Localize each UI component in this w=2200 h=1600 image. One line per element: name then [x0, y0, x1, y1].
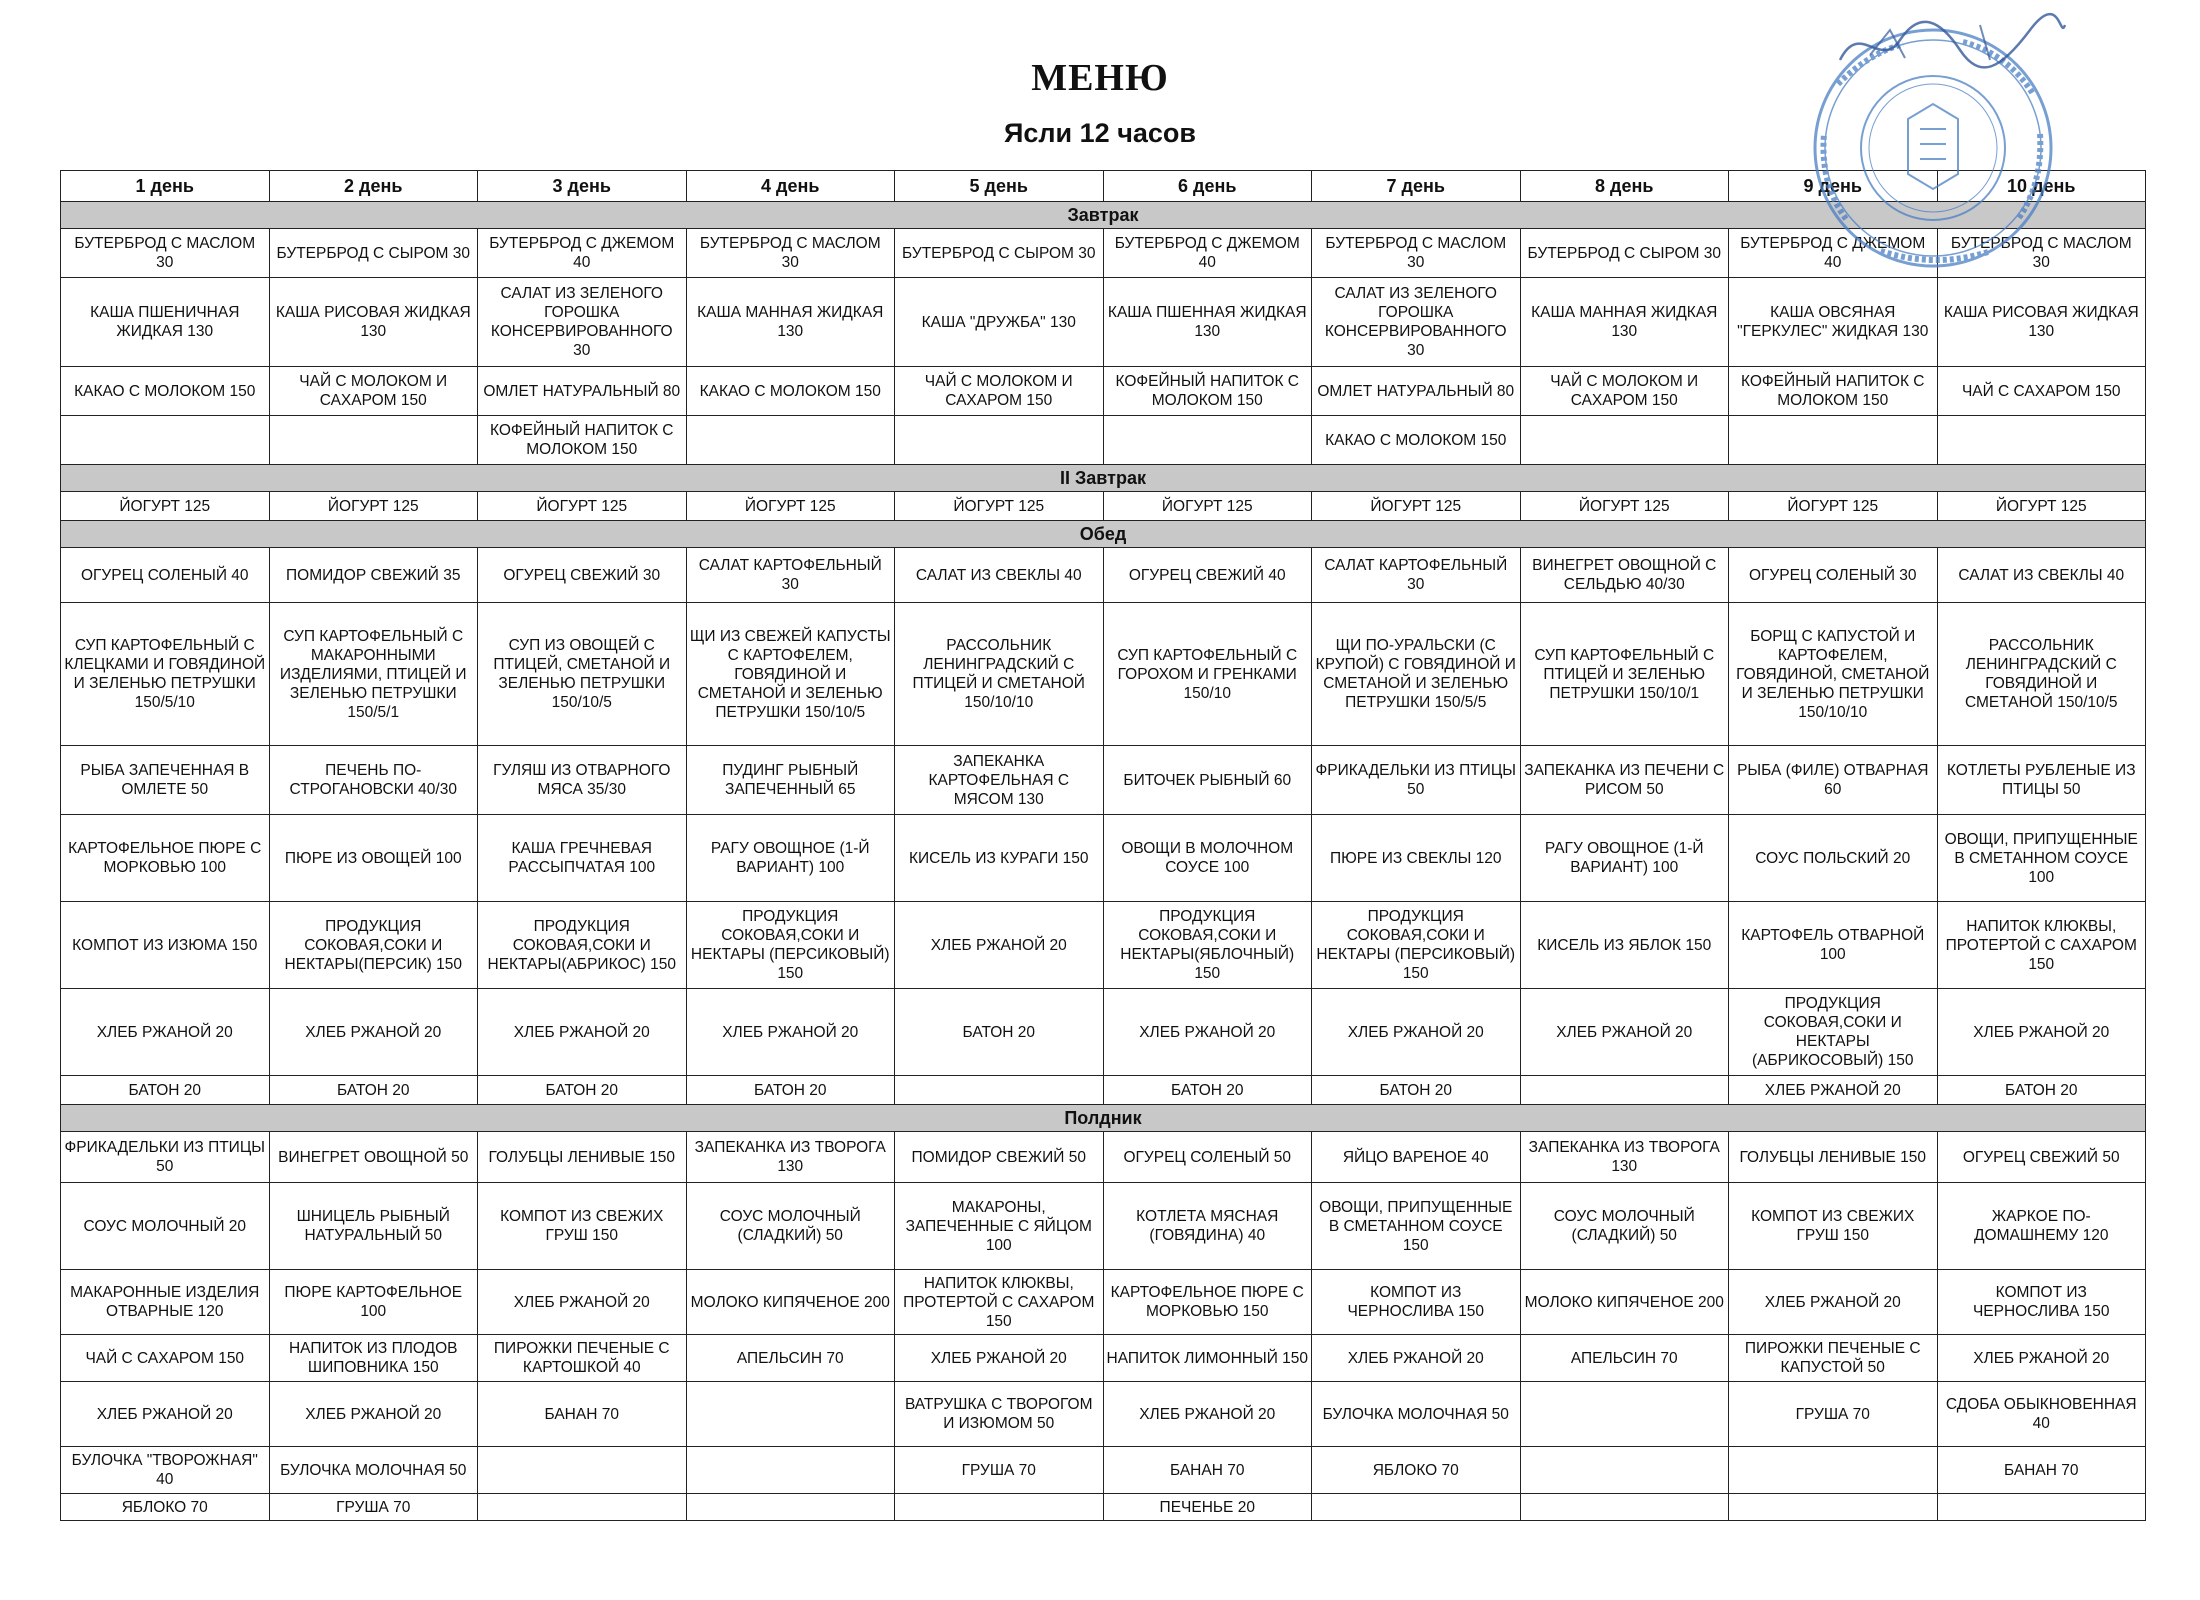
menu-item-cell: ЯБЛОКО 70	[1312, 1447, 1521, 1494]
menu-item-cell	[1729, 416, 1938, 465]
menu-item-cell	[1312, 1494, 1521, 1521]
menu-item-cell: КАША МАННАЯ ЖИДКАЯ 130	[686, 278, 895, 367]
table-row	[61, 1076, 2146, 1105]
menu-item-cell: МОЛОКО КИПЯЧЕНОЕ 200	[686, 1270, 895, 1335]
menu-item-cell: ЯБЛОКО 70	[61, 1494, 270, 1521]
menu-item-cell: ПИРОЖКИ ПЕЧЕНЫЕ С КАПУСТОЙ 50	[1729, 1335, 1938, 1382]
menu-item-cell: СУП ИЗ ОВОЩЕЙ С ПТИЦЕЙ, СМЕТАНОЙ И ЗЕЛЕНЬЮ ПЕТРУШКИ 150/10/5	[478, 603, 687, 746]
menu-item-cell: КОМПОТ ИЗ СВЕЖИХ ГРУШ 150	[1729, 1183, 1938, 1270]
menu-item-cell: ОМЛЕТ НАТУРАЛЬНЫЙ 80	[478, 367, 687, 416]
menu-item-cell: ПИРОЖКИ ПЕЧЕНЫЕ С КАРТОШКОЙ 40	[478, 1335, 687, 1382]
menu-item-cell: ЧАЙ С МОЛОКОМ И САХАРОМ 150	[269, 367, 478, 416]
menu-item-cell: ХЛЕБ РЖАНОЙ 20	[1103, 1382, 1312, 1447]
table-row	[61, 1447, 2146, 1494]
menu-item-cell	[686, 1447, 895, 1494]
menu-item-cell: ХЛЕБ РЖАНОЙ 20	[1729, 1270, 1938, 1335]
menu-item-cell: КАША ПШЕНИЧНАЯ ЖИДКАЯ 130	[61, 278, 270, 367]
menu-item-cell: БАТОН 20	[61, 1076, 270, 1105]
menu-item-cell: ХЛЕБ РЖАНОЙ 20	[1937, 1335, 2146, 1382]
menu-item-cell: БАТОН 20	[1312, 1076, 1521, 1105]
day-header-10: 10 день	[1937, 171, 2146, 202]
menu-item-cell: БАНАН 70	[1937, 1447, 2146, 1494]
menu-item-cell: КАКАО С МОЛОКОМ 150	[686, 367, 895, 416]
menu-item-cell: КОФЕЙНЫЙ НАПИТОК С МОЛОКОМ 150	[1729, 367, 1938, 416]
menu-item-cell: СОУС МОЛОЧНЫЙ (СЛАДКИЙ) 50	[686, 1183, 895, 1270]
menu-item-cell: ЙОГУРТ 125	[1729, 492, 1938, 521]
menu-item-cell: САЛАТ ИЗ ЗЕЛЕНОГО ГОРОШКА КОНСЕРВИРОВАННОГО 30	[478, 278, 687, 367]
menu-item-cell: СУП КАРТОФЕЛЬНЫЙ С ПТИЦЕЙ И ЗЕЛЕНЬЮ ПЕТРУШКИ 150/10/1	[1520, 603, 1729, 746]
table-row	[61, 746, 2146, 815]
menu-item-cell: БУТЕРБРОД С ДЖЕМОМ 40	[1729, 229, 1938, 278]
handwritten-signature-icon	[1830, 10, 2070, 80]
menu-item-cell: ХЛЕБ РЖАНОЙ 20	[1103, 989, 1312, 1076]
menu-item-cell	[1520, 1447, 1729, 1494]
menu-item-cell: ЩИ ИЗ СВЕЖЕЙ КАПУСТЫ С КАРТОФЕЛЕМ, ГОВЯДИНОЙ И СМЕТАНОЙ И ЗЕЛЕНЬЮ ПЕТРУШКИ 150/10/5	[686, 603, 895, 746]
menu-item-cell: ХЛЕБ РЖАНОЙ 20	[269, 1382, 478, 1447]
menu-item-cell: БАТОН 20	[269, 1076, 478, 1105]
menu-item-cell: СОУС МОЛОЧНЫЙ 20	[61, 1183, 270, 1270]
menu-item-cell: ПРОДУКЦИЯ СОКОВАЯ,СОКИ И НЕКТАРЫ (ПЕРСИКОВЫЙ) 150	[686, 902, 895, 989]
menu-item-cell: КОМПОТ ИЗ ИЗЮМА 150	[61, 902, 270, 989]
day-header-1: 1 день	[61, 171, 270, 202]
menu-item-cell: ПЕЧЕНЬ ПО-СТРОГАНОВСКИ 40/30	[269, 746, 478, 815]
menu-item-cell: ЧАЙ С МОЛОКОМ И САХАРОМ 150	[1520, 367, 1729, 416]
day-header-6: 6 день	[1103, 171, 1312, 202]
section-title: Полдник	[61, 1105, 2146, 1132]
menu-item-cell: ОВОЩИ, ПРИПУЩЕННЫЕ В СМЕТАННОМ СОУСЕ 150	[1312, 1183, 1521, 1270]
day-header-5: 5 день	[895, 171, 1104, 202]
menu-item-cell: СУП КАРТОФЕЛЬНЫЙ С МАКАРОННЫМИ ИЗДЕЛИЯМИ, ПТИЦЕЙ И ЗЕЛЕНЬЮ ПЕТРУШКИ 150/5/1	[269, 603, 478, 746]
menu-item-cell: БУЛОЧКА МОЛОЧНАЯ 50	[1312, 1382, 1521, 1447]
menu-item-cell: ХЛЕБ РЖАНОЙ 20	[269, 989, 478, 1076]
menu-item-cell: КОТЛЕТЫ РУБЛЕНЫЕ ИЗ ПТИЦЫ 50	[1937, 746, 2146, 815]
menu-item-cell: ХЛЕБ РЖАНОЙ 20	[895, 1335, 1104, 1382]
menu-item-cell: ОГУРЕЦ СВЕЖИЙ 30	[478, 548, 687, 603]
day-header-7: 7 день	[1312, 171, 1521, 202]
menu-item-cell: ХЛЕБ РЖАНОЙ 20	[1520, 989, 1729, 1076]
menu-item-cell: ОМЛЕТ НАТУРАЛЬНЫЙ 80	[1312, 367, 1521, 416]
menu-item-cell: СУП КАРТОФЕЛЬНЫЙ С ГОРОХОМ И ГРЕНКАМИ 150/10	[1103, 603, 1312, 746]
menu-item-cell: АПЕЛЬСИН 70	[1520, 1335, 1729, 1382]
menu-item-cell: АПЕЛЬСИН 70	[686, 1335, 895, 1382]
menu-item-cell: БАНАН 70	[478, 1382, 687, 1447]
menu-item-cell: БОРЩ С КАПУСТОЙ И КАРТОФЕЛЕМ, ГОВЯДИНОЙ, СМЕТАНОЙ И ЗЕЛЕНЬЮ ПЕТРУШКИ 150/10/10	[1729, 603, 1938, 746]
menu-item-cell	[269, 416, 478, 465]
menu-item-cell: ЙОГУРТ 125	[269, 492, 478, 521]
menu-item-cell	[1729, 1447, 1938, 1494]
table-row	[61, 1382, 2146, 1447]
menu-item-cell	[686, 1494, 895, 1521]
menu-item-cell: КОМПОТ ИЗ ЧЕРНОСЛИВА 150	[1312, 1270, 1521, 1335]
day-header-9: 9 день	[1729, 171, 1938, 202]
menu-item-cell: ОВОЩИ, ПРИПУЩЕННЫЕ В СМЕТАННОМ СОУСЕ 100	[1937, 815, 2146, 902]
menu-item-cell: ФРИКАДЕЛЬКИ ИЗ ПТИЦЫ 50	[61, 1132, 270, 1183]
menu-item-cell: ВИНЕГРЕТ ОВОЩНОЙ 50	[269, 1132, 478, 1183]
menu-item-cell: БИТОЧЕК РЫБНЫЙ 60	[1103, 746, 1312, 815]
menu-item-cell: ВИНЕГРЕТ ОВОЩНОЙ С СЕЛЬДЬЮ 40/30	[1520, 548, 1729, 603]
menu-item-cell: БАТОН 20	[1103, 1076, 1312, 1105]
table-row	[61, 989, 2146, 1076]
menu-item-cell: ЗАПЕКАНКА ИЗ ПЕЧЕНИ С РИСОМ 50	[1520, 746, 1729, 815]
table-row	[61, 902, 2146, 989]
menu-item-cell: РАССОЛЬНИК ЛЕНИНГРАДСКИЙ С ПТИЦЕЙ И СМЕТАНОЙ 150/10/10	[895, 603, 1104, 746]
menu-item-cell: ПОМИДОР СВЕЖИЙ 35	[269, 548, 478, 603]
menu-table-body	[61, 171, 2146, 1521]
menu-item-cell: БАТОН 20	[895, 989, 1104, 1076]
menu-item-cell: КАША ГРЕЧНЕВАЯ РАССЫПЧАТАЯ 100	[478, 815, 687, 902]
menu-item-cell	[1520, 1076, 1729, 1105]
page-subtitle: Ясли 12 часов	[1003, 118, 1196, 148]
menu-item-cell: БУТЕРБРОД С СЫРОМ 30	[895, 229, 1104, 278]
menu-item-cell: ПРОДУКЦИЯ СОКОВАЯ,СОКИ И НЕКТАРЫ (ПЕРСИКОВЫЙ) 150	[1312, 902, 1521, 989]
menu-item-cell: НАПИТОК КЛЮКВЫ, ПРОТЕРТОЙ С САХАРОМ 150	[1937, 902, 2146, 989]
menu-item-cell: КОФЕЙНЫЙ НАПИТОК С МОЛОКОМ 150	[478, 416, 687, 465]
menu-item-cell: БУЛОЧКА "ТВОРОЖНАЯ" 40	[61, 1447, 270, 1494]
menu-item-cell	[895, 1494, 1104, 1521]
menu-item-cell: ЙОГУРТ 125	[1312, 492, 1521, 521]
menu-item-cell: КАША "ДРУЖБА" 130	[895, 278, 1104, 367]
menu-item-cell: ЙОГУРТ 125	[895, 492, 1104, 521]
menu-item-cell: ОГУРЕЦ СОЛЕНЫЙ 30	[1729, 548, 1938, 603]
menu-item-cell: ПРОДУКЦИЯ СОКОВАЯ,СОКИ И НЕКТАРЫ(АБРИКОС) 150	[478, 902, 687, 989]
menu-item-cell: БУТЕРБРОД С МАСЛОМ 30	[1312, 229, 1521, 278]
menu-item-cell: ЙОГУРТ 125	[61, 492, 270, 521]
menu-item-cell: ФРИКАДЕЛЬКИ ИЗ ПТИЦЫ 50	[1312, 746, 1521, 815]
menu-item-cell: САЛАТ ИЗ СВЕКЛЫ 40	[895, 548, 1104, 603]
menu-item-cell	[686, 416, 895, 465]
menu-item-cell: ХЛЕБ РЖАНОЙ 20	[1937, 989, 2146, 1076]
menu-item-cell	[478, 1494, 687, 1521]
menu-item-cell: ХЛЕБ РЖАНОЙ 20	[478, 1270, 687, 1335]
table-row	[61, 815, 2146, 902]
menu-item-cell: ПЕЧЕНЬЕ 20	[1103, 1494, 1312, 1521]
menu-item-cell: ПРОДУКЦИЯ СОКОВАЯ,СОКИ И НЕКТАРЫ (АБРИКОСОВЫЙ) 150	[1729, 989, 1938, 1076]
menu-item-cell: БУТЕРБРОД С МАСЛОМ 30	[686, 229, 895, 278]
menu-item-cell: РАССОЛЬНИК ЛЕНИНГРАДСКИЙ С ГОВЯДИНОЙ И СМЕТАНОЙ 150/10/5	[1937, 603, 2146, 746]
menu-item-cell: ЧАЙ С МОЛОКОМ И САХАРОМ 150	[895, 367, 1104, 416]
menu-item-cell: ПРОДУКЦИЯ СОКОВАЯ,СОКИ И НЕКТАРЫ(ЯБЛОЧНЫЙ) 150	[1103, 902, 1312, 989]
menu-item-cell: ОГУРЕЦ СОЛЕНЫЙ 40	[61, 548, 270, 603]
menu-item-cell: СДОБА ОБЫКНОВЕННАЯ 40	[1937, 1382, 2146, 1447]
menu-item-cell: ПУДИНГ РЫБНЫЙ ЗАПЕЧЕННЫЙ 65	[686, 746, 895, 815]
menu-item-cell: ЧАЙ С САХАРОМ 150	[61, 1335, 270, 1382]
menu-item-cell: БАТОН 20	[478, 1076, 687, 1105]
menu-item-cell: ХЛЕБ РЖАНОЙ 20	[1312, 989, 1521, 1076]
table-row	[61, 548, 2146, 603]
menu-item-cell: ГУЛЯШ ИЗ ОТВАРНОГО МЯСА 35/30	[478, 746, 687, 815]
menu-item-cell: НАПИТОК ЛИМОННЫЙ 150	[1103, 1335, 1312, 1382]
menu-item-cell	[1520, 1382, 1729, 1447]
section-header-row	[61, 1105, 2146, 1132]
menu-item-cell: ВАТРУШКА С ТВОРОГОМ И ИЗЮМОМ 50	[895, 1382, 1104, 1447]
menu-item-cell: ГОЛУБЦЫ ЛЕНИВЫЕ 150	[478, 1132, 687, 1183]
menu-item-cell: КОМПОТ ИЗ ЧЕРНОСЛИВА 150	[1937, 1270, 2146, 1335]
menu-item-cell: ОГУРЕЦ СОЛЕНЫЙ 50	[1103, 1132, 1312, 1183]
menu-item-cell: КИСЕЛЬ ИЗ ЯБЛОК 150	[1520, 902, 1729, 989]
menu-item-cell: КАКАО С МОЛОКОМ 150	[61, 367, 270, 416]
menu-table	[60, 170, 2146, 1521]
menu-item-cell: ЗАПЕКАНКА ИЗ ТВОРОГА 130	[1520, 1132, 1729, 1183]
menu-item-cell: ЧАЙ С САХАРОМ 150	[1937, 367, 2146, 416]
day-header-4: 4 день	[686, 171, 895, 202]
table-row	[61, 367, 2146, 416]
menu-item-cell: КАША МАННАЯ ЖИДКАЯ 130	[1520, 278, 1729, 367]
menu-item-cell: КАША ОВСЯНАЯ "ГЕРКУЛЕС" ЖИДКАЯ 130	[1729, 278, 1938, 367]
table-row	[61, 1270, 2146, 1335]
menu-item-cell: КАРТОФЕЛЬНОЕ ПЮРЕ С МОРКОВЬЮ 150	[1103, 1270, 1312, 1335]
menu-item-cell: ЙОГУРТ 125	[1937, 492, 2146, 521]
menu-item-cell: БАТОН 20	[686, 1076, 895, 1105]
page-title: МЕНЮ	[1031, 57, 1169, 99]
menu-item-cell: ХЛЕБ РЖАНОЙ 20	[1729, 1076, 1938, 1105]
menu-item-cell: КАША ПШЕННАЯ ЖИДКАЯ 130	[1103, 278, 1312, 367]
menu-item-cell: КОТЛЕТА МЯСНАЯ (ГОВЯДИНА) 40	[1103, 1183, 1312, 1270]
menu-item-cell: СУП КАРТОФЕЛЬНЫЙ С КЛЕЦКАМИ И ГОВЯДИНОЙ И ЗЕЛЕНЬЮ ПЕТРУШКИ 150/5/10	[61, 603, 270, 746]
menu-item-cell: ГРУША 70	[895, 1447, 1104, 1494]
menu-item-cell: КАРТОФЕЛЬНОЕ ПЮРЕ С МОРКОВЬЮ 100	[61, 815, 270, 902]
table-row	[61, 1494, 2146, 1521]
menu-item-cell: СОУС МОЛОЧНЫЙ (СЛАДКИЙ) 50	[1520, 1183, 1729, 1270]
menu-item-cell: ХЛЕБ РЖАНОЙ 20	[686, 989, 895, 1076]
menu-item-cell: ЗАПЕКАНКА ИЗ ТВОРОГА 130	[686, 1132, 895, 1183]
menu-item-cell: БУТЕРБРОД С СЫРОМ 30	[1520, 229, 1729, 278]
table-row	[61, 278, 2146, 367]
menu-item-cell: МАКАРОННЫЕ ИЗДЕЛИЯ ОТВАРНЫЕ 120	[61, 1270, 270, 1335]
menu-item-cell	[895, 1076, 1104, 1105]
menu-item-cell	[1103, 416, 1312, 465]
menu-item-cell: ХЛЕБ РЖАНОЙ 20	[478, 989, 687, 1076]
section-title: Завтрак	[61, 202, 2146, 229]
menu-item-cell: НАПИТОК ИЗ ПЛОДОВ ШИПОВНИКА 150	[269, 1335, 478, 1382]
menu-item-cell	[895, 416, 1104, 465]
menu-item-cell: ХЛЕБ РЖАНОЙ 20	[61, 1382, 270, 1447]
menu-item-cell: ГРУША 70	[269, 1494, 478, 1521]
menu-item-cell: ЙОГУРТ 125	[1520, 492, 1729, 521]
menu-item-cell: ЯЙЦО ВАРЕНОЕ 40	[1312, 1132, 1521, 1183]
menu-item-cell: СОУС ПОЛЬСКИЙ 20	[1729, 815, 1938, 902]
table-row	[61, 416, 2146, 465]
menu-item-cell: БАТОН 20	[1937, 1076, 2146, 1105]
menu-item-cell: ПЮРЕ КАРТОФЕЛЬНОЕ 100	[269, 1270, 478, 1335]
menu-item-cell: МАКАРОНЫ, ЗАПЕЧЕННЫЕ С ЯЙЦОМ 100	[895, 1183, 1104, 1270]
menu-item-cell	[1520, 1494, 1729, 1521]
menu-item-cell: ЩИ ПО-УРАЛЬСКИ (С КРУПОЙ) С ГОВЯДИНОЙ И СМЕТАНОЙ И ЗЕЛЕНЬЮ ПЕТРУШКИ 150/5/5	[1312, 603, 1521, 746]
table-row	[61, 1132, 2146, 1183]
table-row	[61, 492, 2146, 521]
menu-item-cell: ХЛЕБ РЖАНОЙ 20	[1312, 1335, 1521, 1382]
menu-item-cell	[686, 1382, 895, 1447]
menu-item-cell	[61, 416, 270, 465]
day-header-8: 8 день	[1520, 171, 1729, 202]
menu-item-cell	[1729, 1494, 1938, 1521]
menu-item-cell: КАША РИСОВАЯ ЖИДКАЯ 130	[269, 278, 478, 367]
menu-item-cell: ЙОГУРТ 125	[686, 492, 895, 521]
menu-item-cell: БУТЕРБРОД С МАСЛОМ 30	[61, 229, 270, 278]
menu-item-cell: БУТЕРБРОД С МАСЛОМ 30	[1937, 229, 2146, 278]
menu-item-cell: ЗАПЕКАНКА КАРТОФЕЛЬНАЯ С МЯСОМ 130	[895, 746, 1104, 815]
menu-item-cell: КОМПОТ ИЗ СВЕЖИХ ГРУШ 150	[478, 1183, 687, 1270]
menu-item-cell: РЫБА (ФИЛЕ) ОТВАРНАЯ 60	[1729, 746, 1938, 815]
table-row	[61, 1335, 2146, 1382]
menu-item-cell: РАГУ ОВОЩНОЕ (1-Й ВАРИАНТ) 100	[1520, 815, 1729, 902]
menu-item-cell: ХЛЕБ РЖАНОЙ 20	[895, 902, 1104, 989]
menu-item-cell: ГРУША 70	[1729, 1382, 1938, 1447]
day-header-2: 2 день	[269, 171, 478, 202]
menu-item-cell: КАРТОФЕЛЬ ОТВАРНОЙ 100	[1729, 902, 1938, 989]
menu-item-cell: САЛАТ ИЗ ЗЕЛЕНОГО ГОРОШКА КОНСЕРВИРОВАННОГО 30	[1312, 278, 1521, 367]
menu-item-cell: ЙОГУРТ 125	[478, 492, 687, 521]
menu-item-cell: БУТЕРБРОД С ДЖЕМОМ 40	[478, 229, 687, 278]
menu-item-cell: ОГУРЕЦ СВЕЖИЙ 40	[1103, 548, 1312, 603]
section-header-row	[61, 465, 2146, 492]
menu-item-cell: ПЮРЕ ИЗ СВЕКЛЫ 120	[1312, 815, 1521, 902]
menu-item-cell: МОЛОКО КИПЯЧЕНОЕ 200	[1520, 1270, 1729, 1335]
table-row	[61, 603, 2146, 746]
menu-item-cell	[1937, 416, 2146, 465]
table-row	[61, 1183, 2146, 1270]
section-header-row	[61, 521, 2146, 548]
menu-item-cell: БУЛОЧКА МОЛОЧНАЯ 50	[269, 1447, 478, 1494]
menu-item-cell: КОФЕЙНЫЙ НАПИТОК С МОЛОКОМ 150	[1103, 367, 1312, 416]
menu-item-cell: САЛАТ ИЗ СВЕКЛЫ 40	[1937, 548, 2146, 603]
menu-item-cell: РЫБА ЗАПЕЧЕННАЯ В ОМЛЕТЕ 50	[61, 746, 270, 815]
menu-item-cell	[1937, 1494, 2146, 1521]
menu-item-cell: ОГУРЕЦ СВЕЖИЙ 50	[1937, 1132, 2146, 1183]
menu-item-cell: КАША РИСОВАЯ ЖИДКАЯ 130	[1937, 278, 2146, 367]
day-header-3: 3 день	[478, 171, 687, 202]
menu-item-cell	[478, 1447, 687, 1494]
menu-item-cell: ПЮРЕ ИЗ ОВОЩЕЙ 100	[269, 815, 478, 902]
menu-item-cell: ШНИЦЕЛЬ РЫБНЫЙ НАТУРАЛЬНЫЙ 50	[269, 1183, 478, 1270]
menu-item-cell: КИСЕЛЬ ИЗ КУРАГИ 150	[895, 815, 1104, 902]
menu-item-cell: БУТЕРБРОД С СЫРОМ 30	[269, 229, 478, 278]
menu-item-cell: БУТЕРБРОД С ДЖЕМОМ 40	[1103, 229, 1312, 278]
menu-item-cell: РАГУ ОВОЩНОЕ (1-Й ВАРИАНТ) 100	[686, 815, 895, 902]
menu-item-cell: ПРОДУКЦИЯ СОКОВАЯ,СОКИ И НЕКТАРЫ(ПЕРСИК) 150	[269, 902, 478, 989]
menu-item-cell: БАНАН 70	[1103, 1447, 1312, 1494]
menu-item-cell: ХЛЕБ РЖАНОЙ 20	[61, 989, 270, 1076]
section-title: Обед	[61, 521, 2146, 548]
menu-item-cell: САЛАТ КАРТОФЕЛЬНЫЙ 30	[1312, 548, 1521, 603]
menu-item-cell	[1520, 416, 1729, 465]
menu-item-cell: ОВОЩИ В МОЛОЧНОМ СОУСЕ 100	[1103, 815, 1312, 902]
menu-item-cell: САЛАТ КАРТОФЕЛЬНЫЙ 30	[686, 548, 895, 603]
menu-item-cell: ГОЛУБЦЫ ЛЕНИВЫЕ 150	[1729, 1132, 1938, 1183]
menu-item-cell: ЙОГУРТ 125	[1103, 492, 1312, 521]
section-title: II Завтрак	[61, 465, 2146, 492]
menu-item-cell: ПОМИДОР СВЕЖИЙ 50	[895, 1132, 1104, 1183]
menu-item-cell: КАКАО С МОЛОКОМ 150	[1312, 416, 1521, 465]
menu-item-cell: НАПИТОК КЛЮКВЫ, ПРОТЕРТОЙ С САХАРОМ 150	[895, 1270, 1104, 1335]
menu-item-cell: ЖАРКОЕ ПО-ДОМАШНЕМУ 120	[1937, 1183, 2146, 1270]
